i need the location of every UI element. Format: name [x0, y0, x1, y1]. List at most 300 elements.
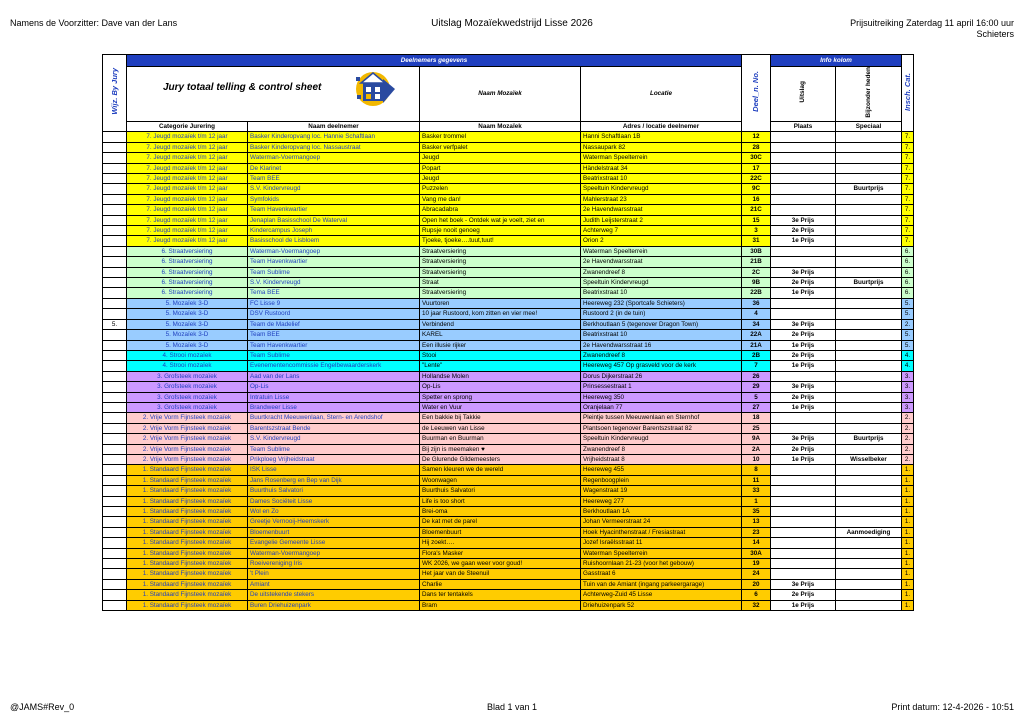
deelnemer-cell: Evenementencommissie Engelbewaarderskerk [248, 361, 420, 371]
adres-cell: Wagenstraat 19 [581, 486, 742, 496]
mozaiek-name-cell: Jeugd [420, 174, 581, 184]
plaats-cell: 3e Prijs [771, 215, 836, 225]
deelnemer-cell: ISK Lisse [248, 465, 420, 475]
plaats-cell [771, 298, 836, 308]
wijziging-cell [103, 371, 127, 381]
wijziging-cell [103, 559, 127, 569]
wijziging-cell [103, 538, 127, 548]
deelnemer-cell: DSV Rustoord [248, 309, 420, 319]
insch-cat-cell: 7. [902, 163, 914, 173]
table-row [103, 184, 914, 194]
categorie-cell: 1. Standaard Fijnsteek mozaïek [127, 517, 248, 527]
plaats-cell [771, 548, 836, 558]
bijzonderheden-header: Bijzonder heden [836, 67, 902, 122]
categorie-cell: 1. Standaard Fijnsteek mozaïek [127, 465, 248, 475]
deelnemer-cell: 't Plein [248, 569, 420, 579]
wijziging-cell [103, 444, 127, 454]
deelnemer-cell: Jenaplan Basisschool De Waterval [248, 215, 420, 225]
categorie-cell: 7. Jeugd mozaïek t/m 12 jaar [127, 184, 248, 194]
deelnemer-cell: Dames Sociëteit Lisse [248, 496, 420, 506]
wijziging-cell [103, 267, 127, 277]
insch-cat-cell: 5. [902, 330, 914, 340]
insch-cat-cell: 1. [902, 486, 914, 496]
plaats-cell [771, 527, 836, 537]
categorie-cell: 5. Mozaïek 3-D [127, 298, 248, 308]
mozaiek-name-cell: Samen kleuren we de wereld [420, 465, 581, 475]
table-row [103, 392, 914, 402]
mozaiek-name-cell: WK 2026, we gaan weer voor goud! [420, 559, 581, 569]
insch-cat-cell: 7. [902, 142, 914, 152]
table-row [103, 174, 914, 184]
table-row [103, 267, 914, 277]
speciaal-cell [836, 382, 902, 392]
adres-cell: Dorus Dijkerstraat 26 [581, 371, 742, 381]
insch-cat-cell: 7. [902, 184, 914, 194]
speciaal-cell [836, 548, 902, 558]
categorie-cell: 1. Standaard Fijnsteek mozaïek [127, 590, 248, 600]
categorie-cell: 6. Straatversiering [127, 257, 248, 267]
speciaal-cell [836, 486, 902, 496]
insch-cat-cell: 1. [902, 527, 914, 537]
categorie-cell: 1. Standaard Fijnsteek mozaïek [127, 579, 248, 589]
categorie-cell: 3. Grofsteek mozaïek [127, 392, 248, 402]
plaats-cell: 2e Prijs [771, 392, 836, 402]
plaats-cell: 2e Prijs [771, 590, 836, 600]
mozaiek-name-cell: Tjoeke, tjoeke….tuut,tuut! [420, 236, 581, 246]
categorie-cell: 1. Standaard Fijnsteek mozaïek [127, 538, 248, 548]
speciaal-cell [836, 288, 902, 298]
wijziging-cell [103, 496, 127, 506]
adres-cell: Orion 2 [581, 236, 742, 246]
mozaiek-name-cell: Spetter en sprong [420, 392, 581, 402]
col-naam-mozaiek: Naam Mozaïek [420, 121, 581, 131]
plaats-cell [771, 507, 836, 517]
speciaal-cell [836, 215, 902, 225]
deelnemer-cell: Waterman-Voermangoep [248, 246, 420, 256]
categorie-cell: 7. Jeugd mozaïek t/m 12 jaar [127, 142, 248, 152]
deelnemer-cell: Basker Kinderopvang loc. Nassaustraat [248, 142, 420, 152]
deelnemer-cell: Buurthuis Salvatori [248, 486, 420, 496]
plaats-cell [771, 153, 836, 163]
deelnemer-cell: S.V. Kindervreugd [248, 278, 420, 288]
table-row [103, 132, 914, 142]
wijz-by-jury-header: Wijz. By Jury [103, 55, 127, 132]
deelnemer-number-cell: 30C [742, 153, 771, 163]
deelnemer-number-cell: 34 [742, 319, 771, 329]
mozaiek-name-cell: Flora's Masker [420, 548, 581, 558]
deelnemer-cell: Aad van der Lans [248, 371, 420, 381]
deelnemer-number-cell: 15 [742, 215, 771, 225]
footer-page: Blad 1 van 1 [486, 702, 538, 712]
deelnemer-cell: Kindercampus Joseph [248, 226, 420, 236]
adres-cell: Beatrixstraat 10 [581, 174, 742, 184]
wijziging-cell [103, 278, 127, 288]
deelnemer-number-cell: 35 [742, 507, 771, 517]
deelnemer-number-cell: 21C [742, 205, 771, 215]
adres-cell: Heereweg 457 Op grasveld voor de kerk [581, 361, 742, 371]
wijziging-cell [103, 382, 127, 392]
categorie-cell: 1. Standaard Fijnsteek mozaïek [127, 486, 248, 496]
categorie-cell: 5. Mozaïek 3-D [127, 340, 248, 350]
deelnemer-cell: Intratuin Lisse [248, 392, 420, 402]
categorie-cell: 7. Jeugd mozaïek t/m 12 jaar [127, 163, 248, 173]
deelnemer-cell: Buurtkracht Meeuwenlaan, Stern- en Arendshof [248, 413, 420, 423]
deelnemer-number-cell: 14 [742, 538, 771, 548]
wijziging-cell [103, 340, 127, 350]
insch-cat-cell: 3. [902, 371, 914, 381]
adres-cell: Heereweg 350 [581, 392, 742, 402]
adres-cell: Waterman Speelterrein [581, 548, 742, 558]
table-row [103, 215, 914, 225]
insch-cat-cell: 7. [902, 226, 914, 236]
header-right [850, 18, 1014, 40]
adres-cell: Berkhoutlaan 5 (tegenover Dragon Town) [581, 319, 742, 329]
speciaal-cell: Buurtprijs [836, 434, 902, 444]
wijziging-cell [103, 454, 127, 464]
categorie-cell: 1. Standaard Fijnsteek mozaïek [127, 559, 248, 569]
wijziging-cell [103, 205, 127, 215]
adres-cell: Waterman Speelterrein [581, 246, 742, 256]
speciaal-cell [836, 163, 902, 173]
categorie-cell: 6. Straatversiering [127, 267, 248, 277]
speciaal-cell [836, 246, 902, 256]
table-row [103, 600, 914, 610]
deelnemer-number-cell: 1 [742, 496, 771, 506]
adres-cell: Regenboogplein [581, 475, 742, 485]
deelnemer-number-cell: 6 [742, 590, 771, 600]
speciaal-cell [836, 350, 902, 360]
table-row [103, 496, 914, 506]
deelnemer-cell: Prikploeg Vrijheidstraat [248, 454, 420, 464]
insch-cat-cell: 5. [902, 340, 914, 350]
plaats-cell: 1e Prijs [771, 361, 836, 371]
speciaal-cell [836, 267, 902, 277]
speciaal-cell [836, 132, 902, 142]
categorie-cell: 1. Standaard Fijnsteek mozaïek [127, 527, 248, 537]
speciaal-cell [836, 298, 902, 308]
wijziging-cell [103, 236, 127, 246]
deelnemer-number-cell: 19 [742, 559, 771, 569]
deelnemer-cell: Roeivereniging Iris [248, 559, 420, 569]
adres-cell: Rustoord 2 (in de tuin) [581, 309, 742, 319]
deelnemer-number-cell: 22B [742, 288, 771, 298]
plaats-cell: 1e Prijs [771, 288, 836, 298]
adres-cell: Pleintje tussen Meeuwenlaan en Sternhof [581, 413, 742, 423]
speciaal-cell [836, 423, 902, 433]
categorie-cell: 4. Strooi mozaïek [127, 350, 248, 360]
deelnemer-number-cell: 28 [742, 142, 771, 152]
speciaal-cell [836, 496, 902, 506]
deelnemer-cell: De Klarinet [248, 163, 420, 173]
wijziging-cell [103, 548, 127, 558]
adres-cell: Heereweg 232 (Sportcafe Schieters) [581, 298, 742, 308]
deelnemer-cell: Team Havenkwartier [248, 340, 420, 350]
deelnemer-cell: Wol en Zo [248, 507, 420, 517]
plaats-cell: 3e Prijs [771, 267, 836, 277]
deelnemer-cell: Barentszstraat Bende [248, 423, 420, 433]
adres-cell: Vrijheidstraat 8 [581, 454, 742, 464]
speciaal-cell [836, 330, 902, 340]
categorie-cell: 6. Straatversiering [127, 288, 248, 298]
insch-cat-cell: 4. [902, 361, 914, 371]
deelnemer-cell: Team de Madelief [248, 319, 420, 329]
table-row [103, 278, 914, 288]
document-title: Uitslag Mozaïekwedstrijd Lisse 2026 [431, 18, 593, 29]
insch-cat-cell: 6. [902, 257, 914, 267]
table-row [103, 163, 914, 173]
speciaal-cell [836, 309, 902, 319]
deelnemer-number-cell: 2C [742, 267, 771, 277]
mozaiek-name-cell: Woonwagen [420, 475, 581, 485]
table-row [103, 142, 914, 152]
deelnemer-number-cell: 29 [742, 382, 771, 392]
insch-cat-cell: 2. [902, 319, 914, 329]
speciaal-cell [836, 236, 902, 246]
mosaic-logo-icon [353, 69, 399, 109]
mozaiek-name-cell: Vuurtoren [420, 298, 581, 308]
categorie-cell: 7. Jeugd mozaïek t/m 12 jaar [127, 153, 248, 163]
speciaal-cell [836, 153, 902, 163]
table-row [103, 465, 914, 475]
mozaiek-name-cell: "Lente" [420, 361, 581, 371]
table-row [103, 548, 914, 558]
speciaal-cell [836, 142, 902, 152]
categorie-cell: 7. Jeugd mozaïek t/m 12 jaar [127, 215, 248, 225]
speciaal-cell [836, 600, 902, 610]
deelnemer-cell: Op-Lis [248, 382, 420, 392]
speciaal-cell [836, 319, 902, 329]
mozaiek-name-cell: Basker verfpalet [420, 142, 581, 152]
naam-mozaiek-header: Naam Mozaïek [420, 67, 581, 122]
deelnemer-number-cell: 30B [742, 246, 771, 256]
deelnemer-cell: Amiant [248, 579, 420, 589]
col-adres: Adres / locatie deelnemer [581, 121, 742, 131]
insch-cat-cell: 7. [902, 174, 914, 184]
deelnemer-number-cell: 9C [742, 184, 771, 194]
speciaal-cell [836, 361, 902, 371]
plaats-cell: 1e Prijs [771, 340, 836, 350]
deelnemer-number-cell: 36 [742, 298, 771, 308]
table-row [103, 194, 914, 204]
adres-cell: Speeltuin Kindervreugd [581, 184, 742, 194]
speciaal-cell: Wisselbeker [836, 454, 902, 464]
table-row [103, 298, 914, 308]
mozaiek-name-cell: Bloemenbuurt [420, 527, 581, 537]
categorie-cell: 7. Jeugd mozaïek t/m 12 jaar [127, 226, 248, 236]
insch-cat-cell: 1. [902, 579, 914, 589]
insch-cat-cell: 1. [902, 548, 914, 558]
categorie-cell: 6. Straatversiering [127, 246, 248, 256]
wijziging-cell [103, 392, 127, 402]
deelnemer-number-cell: 3 [742, 226, 771, 236]
plaats-cell [771, 309, 836, 319]
plaats-cell [771, 423, 836, 433]
insch-cat-cell: 7. [902, 132, 914, 142]
deelnemer-cell: Basker Kinderopvang loc. Hannie Schaftlaan [248, 132, 420, 142]
speciaal-cell [836, 371, 902, 381]
mozaiek-name-cell: KAREL [420, 330, 581, 340]
deelnemer-cell: Jans Rosenberg en Bep van Dijk [248, 475, 420, 485]
wijziging-cell [103, 579, 127, 589]
adres-cell: Berkhoutlaan 1A [581, 507, 742, 517]
categorie-cell: 6. Straatversiering [127, 278, 248, 288]
jury-title: Jury totaal telling & control sheet [163, 82, 322, 93]
adres-cell: Gasstraat 6 [581, 569, 742, 579]
deelnemer-number-cell: 22C [742, 174, 771, 184]
deelnemer-number-cell: 13 [742, 517, 771, 527]
insch-cat-cell: 6. [902, 267, 914, 277]
locatie-header: Locatie [581, 67, 742, 122]
speciaal-cell [836, 205, 902, 215]
insch-cat-cell: 5. [902, 298, 914, 308]
insch-cat-cell: 1. [902, 559, 914, 569]
speciaal-cell [836, 475, 902, 485]
wijziging-cell [103, 600, 127, 610]
plaats-cell [771, 517, 836, 527]
deelnemer-number-cell: 17 [742, 163, 771, 173]
adres-cell: Jozef Israëlsstraat 11 [581, 538, 742, 548]
plaats-cell [771, 132, 836, 142]
insch-cat-cell: 1. [902, 496, 914, 506]
plaats-cell: 2e Prijs [771, 330, 836, 340]
plaats-cell [771, 569, 836, 579]
deelnemer-cell: Waterman-Voermangoep [248, 548, 420, 558]
table-row [103, 527, 914, 537]
mozaiek-name-cell: De Glurende Gildemeesters [420, 454, 581, 464]
insch-cat-cell: 3. [902, 402, 914, 412]
mozaiek-name-cell: Basker trommel [420, 132, 581, 142]
deelnemer-number-cell: 21B [742, 257, 771, 267]
wijziging-cell [103, 507, 127, 517]
deelnemer-cell: Basisschool de Lisbloem [248, 236, 420, 246]
adres-cell: Händelstraat 34 [581, 163, 742, 173]
insch-cat-cell: 1. [902, 590, 914, 600]
deelnemer-cell: De uitstekende stekers [248, 590, 420, 600]
categorie-cell: 2. Vrije Vorm Fijnsteek mozaïek [127, 423, 248, 433]
deelnemer-number-cell: 9B [742, 278, 771, 288]
insch-cat-cell: 6. [902, 278, 914, 288]
adres-cell: Tuin van de Amiant (ingang parkeergarage) [581, 579, 742, 589]
speciaal-cell: Aanmoediging [836, 527, 902, 537]
insch-cat-cell: 2. [902, 434, 914, 444]
insch-cat-cell: 6. [902, 246, 914, 256]
table-row [103, 486, 914, 496]
deelnemer-number-cell: 9A [742, 434, 771, 444]
plaats-cell: 1e Prijs [771, 454, 836, 464]
speciaal-cell [836, 194, 902, 204]
wijziging-cell [103, 194, 127, 204]
deelnemer-cell: S.V. Kindervreugd [248, 434, 420, 444]
categorie-cell: 1. Standaard Fijnsteek mozaïek [127, 600, 248, 610]
plaats-cell [771, 496, 836, 506]
mozaiek-name-cell: Straatversiering [420, 246, 581, 256]
plaats-cell [771, 174, 836, 184]
categorie-cell: 7. Jeugd mozaïek t/m 12 jaar [127, 205, 248, 215]
speciaal-cell [836, 392, 902, 402]
plaats-cell [771, 559, 836, 569]
adres-cell: Speeltuin Kindervreugd [581, 434, 742, 444]
plaats-cell [771, 486, 836, 496]
uitslag-header: Uitslag [771, 67, 836, 122]
plaats-cell [771, 184, 836, 194]
wijziging-cell [103, 153, 127, 163]
categorie-cell: 7. Jeugd mozaïek t/m 12 jaar [127, 174, 248, 184]
plaats-cell: 2e Prijs [771, 444, 836, 454]
table-row [103, 382, 914, 392]
table-row [103, 288, 914, 298]
wijziging-cell [103, 475, 127, 485]
table-row [103, 413, 914, 423]
wijziging-cell [103, 330, 127, 340]
speciaal-cell [836, 517, 902, 527]
table-row [103, 309, 914, 319]
col-speciaal: Speciaal [836, 121, 902, 131]
adres-cell: Mahlerstraat 23 [581, 194, 742, 204]
adres-cell: Waterman Speelterrein [581, 153, 742, 163]
wijziging-cell: 5. [103, 319, 127, 329]
insch-cat-cell: 2. [902, 454, 914, 464]
deelnemer-cell: Brandweer Lisse [248, 402, 420, 412]
plaats-cell: 2e Prijs [771, 278, 836, 288]
insch-cat-cell: 2. [902, 444, 914, 454]
jury-title-cell [127, 67, 420, 122]
deelnemer-cell: S.V. Kindervreugd [248, 184, 420, 194]
plaats-cell: 1e Prijs [771, 600, 836, 610]
table-row [103, 402, 914, 412]
wijziging-cell [103, 226, 127, 236]
wijziging-cell [103, 569, 127, 579]
plaats-cell [771, 257, 836, 267]
adres-cell: Oranjelaan 77 [581, 402, 742, 412]
adres-cell: Prinsessestraat 1 [581, 382, 742, 392]
deelnemer-number-cell: 27 [742, 402, 771, 412]
categorie-cell: 3. Grofsteek mozaïek [127, 402, 248, 412]
deelnemer-cell: Team Sublime [248, 350, 420, 360]
mozaiek-name-cell: 10 jaar Rustoord, kom zitten en vier mee! [420, 309, 581, 319]
mozaiek-name-cell: Stooi [420, 350, 581, 360]
mozaiek-name-cell: De kat met de parel [420, 517, 581, 527]
wijziging-cell [103, 184, 127, 194]
footer-print-date: Print datum: 12-4-2026 - 10:51 [891, 702, 1014, 712]
col-plaats: Plaats [771, 121, 836, 131]
categorie-cell: 2. Vrije Vorm Fijnsteek mozaïek [127, 434, 248, 444]
categorie-cell: 2. Vrije Vorm Fijnsteek mozaïek [127, 444, 248, 454]
wijziging-cell [103, 174, 127, 184]
deel-nr-header: Deel_n. No. [742, 55, 771, 132]
adres-cell: Speeltuin Kindervreugd [581, 278, 742, 288]
adres-cell: Hoek Hyacinthenstraat / Fresiastraat [581, 527, 742, 537]
wijziging-cell [103, 434, 127, 444]
deelnemer-number-cell: 25 [742, 423, 771, 433]
speciaal-cell [836, 507, 902, 517]
insch-cat-cell: 2. [902, 413, 914, 423]
table-row [103, 507, 914, 517]
table-row [103, 153, 914, 163]
speciaal-cell: Buurtprijs [836, 184, 902, 194]
mozaiek-name-cell: Straatversiering [420, 257, 581, 267]
deelnemer-number-cell: 8 [742, 465, 771, 475]
mozaiek-name-cell: Hollandse Molen [420, 371, 581, 381]
speciaal-cell [836, 402, 902, 412]
adres-cell: Beatrixstraat 10 [581, 330, 742, 340]
table-row [103, 538, 914, 548]
deelnemer-cell: Bloemenbuurt [248, 527, 420, 537]
insch-cat-cell: 5. [902, 309, 914, 319]
deelnemer-number-cell: 7 [742, 361, 771, 371]
categorie-cell: 3. Grofsteek mozaïek [127, 382, 248, 392]
wijziging-cell [103, 423, 127, 433]
adres-cell: Zwanendreef 8 [581, 444, 742, 454]
